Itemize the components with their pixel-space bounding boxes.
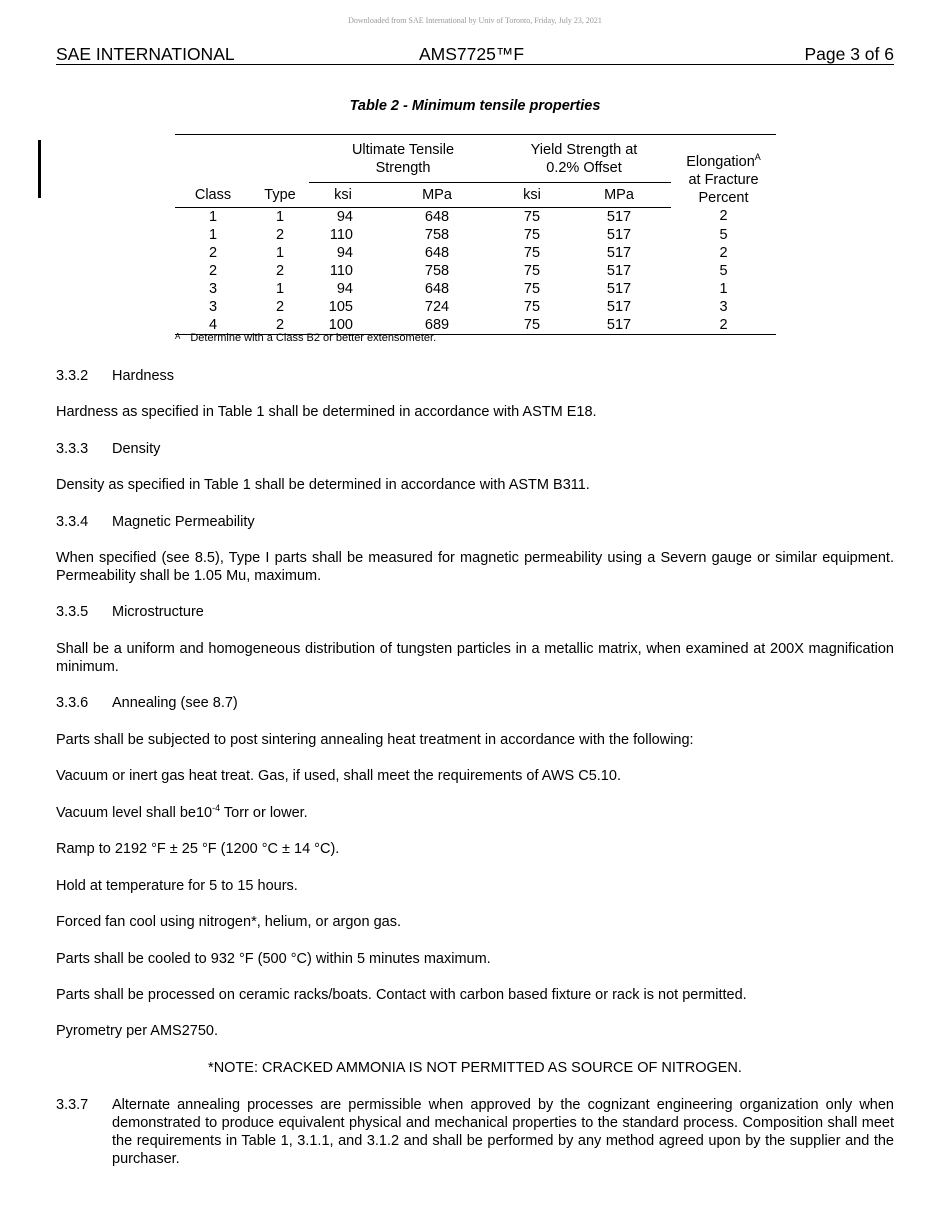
cell-elongation: 5 bbox=[719, 226, 728, 243]
section-number: 3.3.7 bbox=[56, 1097, 89, 1113]
cell-uts-ksi: 105 bbox=[328, 298, 353, 315]
table-title: Table 2 - Minimum tensile properties bbox=[349, 98, 601, 114]
section-heading-microstructure bbox=[56, 603, 894, 621]
cell-uts-mpa: 648 bbox=[424, 208, 450, 225]
section-number: 3.3.5 bbox=[56, 604, 89, 620]
yield-header: Yield Strength at 0.2% Offset bbox=[497, 135, 671, 183]
cell-yield-mpa: 517 bbox=[606, 262, 632, 279]
table-row bbox=[175, 244, 776, 262]
cell-elongation: 2 bbox=[671, 316, 776, 335]
class-header: Class bbox=[175, 183, 251, 207]
cell-type: 1 bbox=[275, 280, 285, 297]
section-number: 3.3.6 bbox=[56, 695, 89, 711]
cell-type: 2 bbox=[275, 262, 285, 279]
section-heading-magnetic bbox=[56, 513, 894, 531]
cell-yield-ksi: 75 bbox=[523, 262, 541, 279]
cell-uts-mpa: 724 bbox=[424, 298, 450, 315]
cell-class: 2 bbox=[208, 262, 218, 279]
elongation-label-suffix: at Fracture Percent bbox=[688, 172, 759, 206]
cell-uts-mpa: 758 bbox=[424, 262, 450, 279]
paragraph-density: Density as specified in Table 1 shall be determined in accordance with ASTM B311. bbox=[56, 477, 590, 493]
vacuum-text: Vacuum level shall be10 bbox=[56, 805, 213, 821]
paragraph-microstructure: Shall be a uniform and homogeneous distribution of tungsten particles in a metallic matrix, when examined at 200X magnification minimum. bbox=[56, 641, 894, 675]
yield-ksi-header: ksi bbox=[497, 183, 567, 207]
cell-yield-ksi: 75 bbox=[497, 316, 567, 335]
cell-yield-ksi: 75 bbox=[523, 298, 541, 315]
cell-yield-mpa: 517 bbox=[606, 244, 632, 261]
cell-class: 1 bbox=[208, 226, 218, 243]
paragraph-annealing-racks: Parts shall be processed on ceramic racks/boats. Contact with carbon based fixture or rack is not permitted. bbox=[56, 987, 747, 1003]
paragraph-annealing-vacuum bbox=[56, 804, 894, 822]
uts-header: Ultimate Tensile Strength bbox=[309, 135, 497, 183]
cell-uts-ksi: 94 bbox=[336, 244, 353, 261]
page-number: Page 3 of 6 bbox=[804, 44, 894, 64]
section-title: Annealing (see 8.7) bbox=[112, 695, 238, 711]
cell-uts-mpa: 758 bbox=[424, 226, 450, 243]
cell-type: 2 bbox=[275, 226, 285, 243]
cell-elongation: 5 bbox=[719, 262, 728, 279]
cell-yield-mpa: 517 bbox=[606, 226, 632, 243]
revision-change-bar bbox=[38, 140, 41, 198]
cell-class: 4 bbox=[175, 316, 251, 335]
footnote-mark: A bbox=[175, 332, 181, 341]
cell-yield-mpa: 517 bbox=[606, 298, 632, 315]
section-title: Density bbox=[112, 441, 161, 457]
elongation-header bbox=[671, 135, 776, 208]
cell-uts-mpa: 648 bbox=[424, 244, 450, 261]
paragraph-annealing-hold: Hold at temperature for 5 to 15 hours. bbox=[56, 878, 298, 894]
section-title: Magnetic Permeability bbox=[112, 514, 255, 530]
section-heading-hardness bbox=[56, 367, 894, 385]
paragraph-annealing-cool: Forced fan cool using nitrogen*, helium, or argon gas. bbox=[56, 914, 401, 930]
cell-type: 2 bbox=[275, 298, 285, 315]
cell-uts-mpa: 689 bbox=[377, 316, 497, 335]
section-title: Hardness bbox=[112, 368, 175, 384]
elongation-footnote-mark: A bbox=[754, 152, 761, 163]
cell-class: 3 bbox=[208, 298, 218, 315]
paragraph-annealing-gas: Vacuum or inert gas heat treat. Gas, if used, shall meet the requirements of AWS C5.10. bbox=[56, 768, 621, 784]
cell-yield-mpa: 517 bbox=[606, 208, 632, 225]
section-number: 3.3.4 bbox=[56, 514, 89, 530]
cell-uts-ksi: 110 bbox=[329, 262, 353, 279]
cell-uts-ksi: 100 bbox=[309, 316, 377, 335]
cell-uts-ksi: 94 bbox=[336, 208, 353, 225]
paragraph-annealing-ramp: Ramp to 2192 °F ± 25 °F (1200 °C ± 14 °C). bbox=[56, 841, 340, 857]
vacuum-text-suffix: Torr or lower. bbox=[220, 805, 308, 821]
document-id: AMS7725™F bbox=[419, 44, 525, 64]
section-heading-annealing bbox=[56, 694, 894, 712]
table-row bbox=[175, 262, 776, 280]
paragraph-annealing-pyrometry: Pyrometry per AMS2750. bbox=[56, 1023, 218, 1039]
table-row bbox=[175, 280, 776, 298]
section-heading-density bbox=[56, 440, 894, 458]
section-number: 3.3.3 bbox=[56, 441, 89, 457]
table-footnote bbox=[175, 332, 436, 344]
table-row bbox=[175, 226, 776, 244]
cell-elongation: 1 bbox=[719, 280, 728, 297]
cell-uts-ksi: 94 bbox=[336, 280, 353, 297]
download-watermark: Downloaded from SAE International by Univ of Toronto, Friday, July 23, 2021 bbox=[348, 16, 602, 25]
type-header: Type bbox=[251, 183, 309, 207]
cell-type: 1 bbox=[275, 244, 285, 261]
cell-uts-ksi: 110 bbox=[329, 226, 353, 243]
cell-type: 2 bbox=[251, 316, 309, 335]
cell-class: 3 bbox=[208, 280, 218, 297]
cell-yield-mpa: 517 bbox=[606, 280, 632, 297]
section-alternate-annealing bbox=[56, 1096, 894, 1168]
cell-yield-ksi: 75 bbox=[523, 208, 541, 225]
section-number: 3.3.2 bbox=[56, 368, 89, 384]
cell-uts-mpa: 648 bbox=[424, 280, 450, 297]
cell-yield-ksi: 75 bbox=[523, 244, 541, 261]
table-row bbox=[175, 298, 776, 316]
page-header bbox=[56, 44, 894, 65]
tensile-properties-table bbox=[175, 134, 776, 335]
cell-elongation: 2 bbox=[719, 208, 728, 225]
organization-name: SAE INTERNATIONAL bbox=[56, 44, 235, 64]
cell-elongation: 2 bbox=[719, 244, 728, 261]
paragraph-annealing-intro: Parts shall be subjected to post sintering annealing heat treatment in accordance with the following: bbox=[56, 732, 694, 748]
cell-elongation: 3 bbox=[719, 298, 728, 315]
elongation-label: Elongation bbox=[686, 154, 755, 170]
cell-yield-ksi: 75 bbox=[523, 226, 541, 243]
section-title: Microstructure bbox=[112, 604, 204, 620]
tensile-table-wrapper bbox=[175, 134, 776, 335]
paragraph-hardness: Hardness as specified in Table 1 shall be determined in accordance with ASTM E18. bbox=[56, 404, 597, 420]
paragraph-annealing-cooled: Parts shall be cooled to 932 °F (500 °C) within 5 minutes maximum. bbox=[56, 951, 491, 967]
uts-ksi-header: ksi bbox=[309, 183, 377, 207]
footnote-text: Determine with a Class B2 or better extensometer. bbox=[190, 332, 437, 344]
vacuum-exponent: -4 bbox=[212, 803, 221, 814]
cell-yield-mpa: 517 bbox=[567, 316, 671, 335]
cell-class: 2 bbox=[208, 244, 218, 261]
yield-mpa-header: MPa bbox=[567, 183, 671, 207]
uts-mpa-header: MPa bbox=[377, 183, 497, 207]
paragraph-magnetic: When specified (see 8.5), Type I parts shall be measured for magnetic permeability using a Severn gauge or similar equipment. Permeability shall be 1.05 Mu, maximum. bbox=[56, 550, 894, 584]
table-row bbox=[175, 207, 776, 226]
paragraph-alternate-annealing: Alternate annealing processes are permissible when approved by the cognizant engineering organization only when demonstrated to produce equivalent physical and mechanical properties to the standard process. Composition shall meet the requirements in Table 1, 3.1.1, and 3.1.2 and shall be performed by any method agreed upon by the supplier and the purchaser. bbox=[112, 1097, 894, 1167]
annealing-note: *NOTE: CRACKED AMMONIA IS NOT PERMITTED AS SOURCE OF NITROGEN. bbox=[208, 1060, 742, 1076]
cell-class: 1 bbox=[208, 208, 218, 225]
cell-yield-ksi: 75 bbox=[523, 280, 541, 297]
cell-type: 1 bbox=[275, 208, 285, 225]
